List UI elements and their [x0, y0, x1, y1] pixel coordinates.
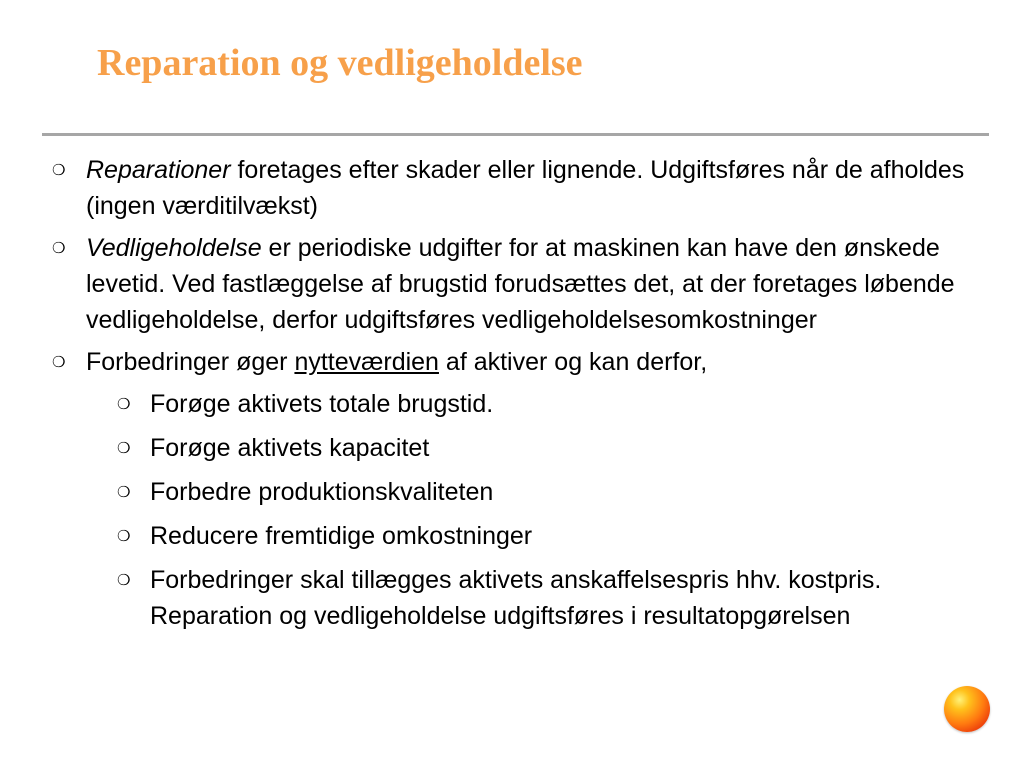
term-reparationer: Reparationer	[86, 156, 231, 184]
bullet-text: foretages efter skader eller lignende. Udgiftsføres når de afholdes (ingen værditilvækst)	[86, 156, 965, 220]
hollow-circle-bullet-icon: ❍	[117, 527, 131, 545]
hollow-circle-bullet-icon: ❍	[117, 439, 131, 457]
sub-bullet	[50, 562, 1000, 634]
hollow-circle-bullet-icon: ❍	[52, 353, 66, 371]
hollow-circle-bullet-icon: ❍	[117, 571, 131, 589]
bullet-text: Forbedringer øger	[86, 348, 295, 376]
slide-body	[50, 152, 1000, 642]
orange-orb-icon	[944, 686, 990, 732]
hollow-circle-bullet-icon: ❍	[52, 161, 66, 179]
underlined-term: nytteværdien	[294, 348, 439, 376]
title-divider	[42, 133, 989, 136]
sub-bullet-text: Reducere fremtidige omkostninger	[150, 522, 533, 550]
bullet-text: er periodiske udgifter for at maskinen kan have den ønskede levetid. Ved fastlæggelse af brugstid forudsættes det, at der foretages løbende vedligeholdelse, derfor udgiftsføres vedligeholdelsesomkostninger	[86, 234, 955, 334]
sub-bullet	[50, 474, 1000, 510]
hollow-circle-bullet-icon: ❍	[52, 239, 66, 257]
sub-bullet	[50, 518, 1000, 554]
bullet-text: af aktiver og kan derfor,	[438, 348, 708, 376]
hollow-circle-bullet-icon: ❍	[117, 395, 131, 413]
sub-bullet-text: Forøge aktivets kapacitet	[150, 434, 430, 462]
bullet-forbedringer	[50, 344, 1000, 380]
hollow-circle-bullet-icon: ❍	[117, 483, 131, 501]
sub-bullet-text: Forbedre produktionskvaliteten	[150, 478, 494, 506]
sub-bullet	[50, 430, 1000, 466]
sub-bullet	[50, 386, 1000, 422]
bullet-vedligeholdelse	[50, 230, 1000, 338]
bullet-reparationer	[50, 152, 1000, 224]
sub-bullet-text: Forøge aktivets totale brugstid.	[150, 390, 494, 418]
slide-title: Reparation og vedligeholdelse	[97, 42, 583, 84]
term-vedligeholdelse: Vedligeholdelse	[86, 234, 262, 262]
sub-bullet-text: Forbedringer skal tillægges aktivets anskaffelsespris hhv. kostpris. Reparation og vedligeholdelse udgiftsføres i resultatopgørelsen	[150, 566, 882, 630]
